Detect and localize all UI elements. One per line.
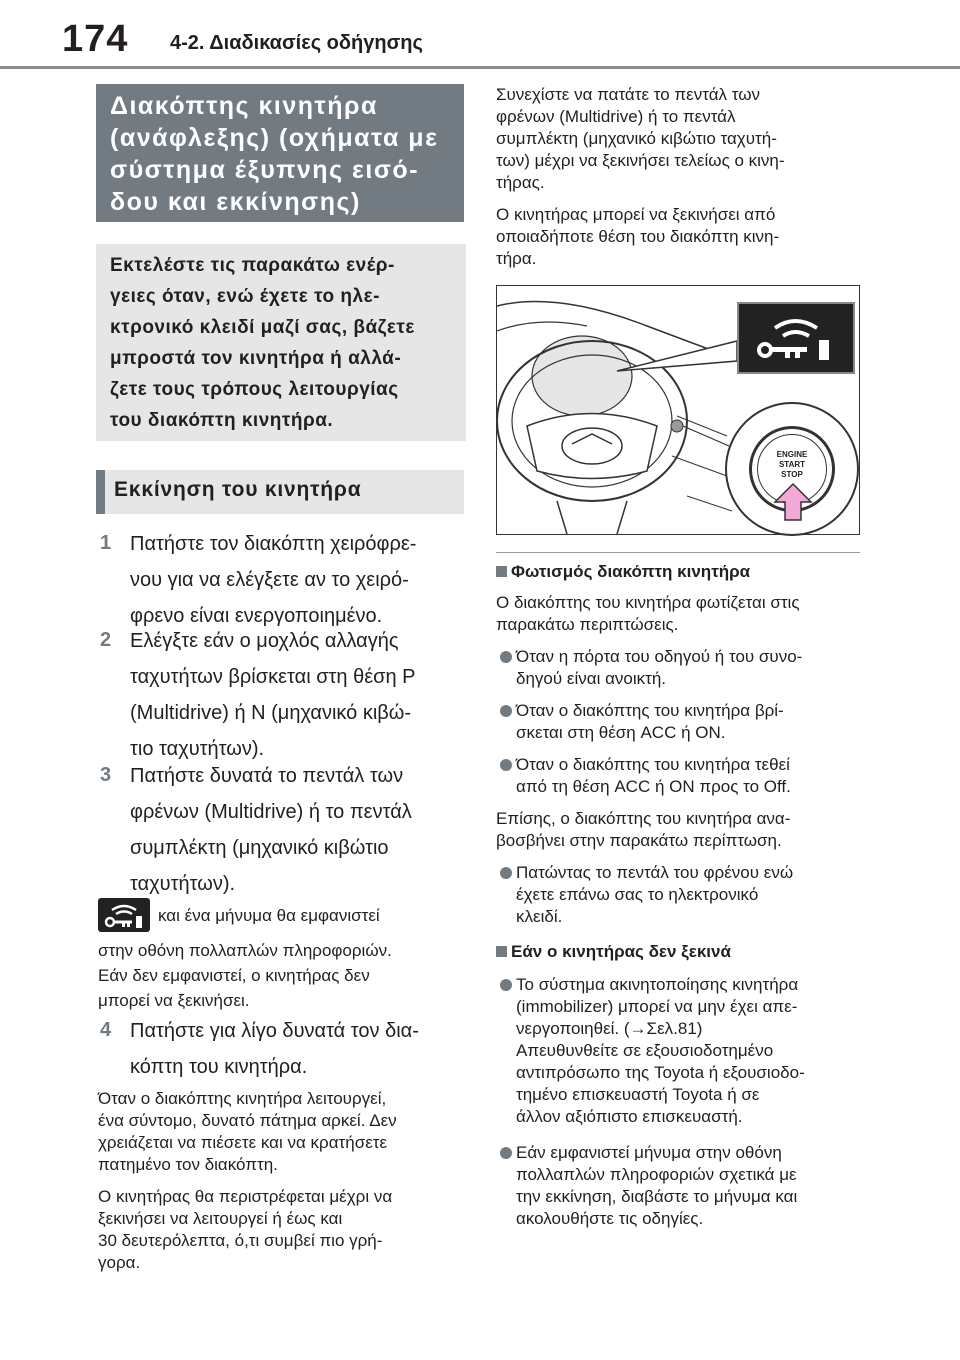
icon-note-line: στην οθόνη πολλαπλών πληροφοριών. bbox=[98, 941, 392, 960]
bullet-line: τημένο επισκευαστή Toyota ή σε bbox=[516, 1085, 760, 1104]
button-text: ENGINE bbox=[776, 450, 808, 459]
body-line: παρακάτω περιπτώσεις. bbox=[496, 615, 679, 634]
topic-title-line: δου και εκκίνησης) bbox=[110, 188, 361, 216]
body-line: τήρα. bbox=[496, 249, 537, 268]
bullet-line: άλλον αξιόπιστο επισκευαστή. bbox=[516, 1107, 743, 1126]
bullet-dot-icon bbox=[500, 867, 512, 879]
icon-note-line: μπορεί να ξεκινήσει. bbox=[98, 991, 250, 1010]
section-square-icon bbox=[496, 946, 507, 957]
section-title: 4-2. Διαδικασίες οδήγησης bbox=[170, 32, 423, 54]
body-line: Όταν ο διακόπτης κινητήρα λειτουργεί, bbox=[98, 1089, 387, 1108]
button-text: STOP bbox=[781, 470, 803, 479]
intro-line: ζετε τους τρόπους λειτουργίας bbox=[110, 379, 399, 400]
body-line: Συνεχίστε να πατάτε το πεντάλ των bbox=[496, 85, 761, 104]
step-line: συμπλέκτη (μηχανικό κιβώτιο bbox=[130, 837, 389, 859]
engine-switch-illustration bbox=[496, 285, 860, 535]
step-1 bbox=[100, 528, 470, 638]
bullet-line: νεργοποιηθεί. (→Σελ.81) bbox=[516, 1019, 703, 1038]
key-indicator-icon bbox=[98, 898, 150, 932]
step-line: Ελέγξτε εάν ο μοχλός αλλαγής bbox=[130, 630, 399, 652]
step-line: Πατήστε για λίγο δυνατά τον δια- bbox=[130, 1020, 419, 1042]
bullet-line: Πατώντας το πεντάλ του φρένου ενώ bbox=[516, 863, 794, 882]
body-line: βοσβήνει στην παρακάτω περίπτωση. bbox=[496, 831, 782, 850]
step-line: φρένων (Multidrive) ή το πεντάλ bbox=[130, 801, 412, 823]
bullet-line: Όταν ο διακόπτης του κινητήρα βρί- bbox=[516, 701, 784, 720]
key-indicator-icon bbox=[737, 302, 855, 374]
step-line: Πατήστε δυνατά το πεντάλ των bbox=[130, 765, 404, 787]
step-line: (Multidrive) ή N (μηχανικό κιβώ- bbox=[130, 702, 412, 724]
press-arrow-icon bbox=[771, 482, 815, 522]
step-line: ταχυτήτων). bbox=[130, 873, 236, 895]
bullet-line: Όταν η πόρτα του οδηγού ή του συνο- bbox=[516, 647, 803, 666]
step-number: 1 bbox=[100, 532, 112, 554]
body-line: Ο διακόπτης του κινητήρα φωτίζεται στις bbox=[496, 593, 800, 612]
body-line: 30 δευτερόλεπτα, ό,τι συμβεί πιο γρή- bbox=[98, 1231, 383, 1250]
step-line: φρενο είναι ενεργοποιημένο. bbox=[130, 605, 383, 627]
bullet-dot-icon bbox=[500, 1147, 512, 1159]
body-line: φρένων (Multidrive) ή το πεντάλ bbox=[496, 107, 736, 126]
step-line: ταχυτήτων βρίσκεται στη θέση P bbox=[130, 666, 416, 688]
step-3 bbox=[100, 760, 470, 906]
bullet-line: ακολουθήστε τις οδηγίες. bbox=[516, 1209, 704, 1228]
bullet-line: έχετε επάνω σας το ηλεκτρονικό bbox=[516, 885, 759, 904]
step-line: νου για να ελέγξετε αν το χειρό- bbox=[130, 569, 409, 591]
bullet-dot-icon bbox=[500, 759, 512, 771]
intro-line: γειες όταν, ενώ έχετε το ηλε- bbox=[110, 286, 380, 307]
body-line: Επίσης, ο διακόπτης του κινητήρα ανα- bbox=[496, 809, 791, 828]
bullet-line: δηγού είναι ανοικτή. bbox=[516, 669, 667, 688]
body-line: των) μέχρι να ξεκινήσει τελείως ο κινη- bbox=[496, 151, 785, 170]
bullet-line: πολλαπλών πληροφοριών σχετικά με bbox=[516, 1165, 797, 1184]
body-line: συμπλέκτη (μηχανικό κιβώτιο ταχυτή- bbox=[496, 129, 777, 148]
step-number: 2 bbox=[100, 629, 112, 651]
step-line: τιο ταχυτήτων). bbox=[130, 738, 265, 760]
section-heading-text: Εάν ο κινητήρας δεν ξεκινά bbox=[511, 942, 731, 961]
subheading-box bbox=[96, 470, 464, 514]
bullet-line: κλειδί. bbox=[516, 907, 563, 926]
body-line: οποιαδήποτε θέση του διακόπτη κινη- bbox=[496, 227, 780, 246]
bullet-line: αντιπρόσωπο της Toyota ή εξουσιοδο- bbox=[516, 1063, 805, 1082]
start-button-zoom bbox=[725, 402, 859, 536]
bullet-line: από τη θέση ACC ή ON προς το Off. bbox=[516, 777, 791, 796]
icon-note-line: Εάν δεν εμφανιστεί, ο κινητήρας δεν bbox=[98, 966, 370, 985]
body-line: χρειάζεται να πιέσετε και να κρατήσετε bbox=[98, 1133, 388, 1152]
topic-title-line: (ανάφλεξης) (οχήματα με bbox=[110, 124, 439, 152]
bullet-line: Απευθυνθείτε σε εξουσιοδοτημένο bbox=[516, 1041, 774, 1060]
section-heading bbox=[496, 562, 750, 582]
step-4 bbox=[100, 1015, 470, 1089]
bullet-line: (immobilizer) μπορεί να μην έχει απε- bbox=[516, 997, 798, 1016]
body-line: Ο κινητήρας θα περιστρέφεται μέχρι να bbox=[98, 1187, 393, 1206]
step-number: 3 bbox=[100, 764, 112, 786]
body-line: Ο κινητήρας μπορεί να ξεκινήσει από bbox=[496, 205, 776, 224]
column-divider bbox=[496, 552, 860, 553]
body-line: ένα σύντομο, δυνατό πάτημα αρκεί. Δεν bbox=[98, 1111, 397, 1130]
intro-line: μπροστά τον κινητήρα ή αλλά- bbox=[110, 348, 402, 369]
section-heading-text: Φωτισμός διακόπτη κινητήρα bbox=[511, 562, 751, 581]
bullet-line: την εκκίνηση, διαβάστε το μήνυμα και bbox=[516, 1187, 798, 1206]
section-heading bbox=[496, 942, 731, 962]
intro-box bbox=[96, 244, 466, 441]
section-square-icon bbox=[496, 566, 507, 577]
step-number: 4 bbox=[100, 1019, 112, 1041]
bullet-line: Όταν ο διακόπτης του κινητήρα τεθεί bbox=[516, 755, 790, 774]
topic-title-line: Διακόπτης κινητήρα bbox=[110, 92, 378, 120]
bullet-line: Το σύστημα ακινητοποίησης κινητήρα bbox=[516, 975, 799, 994]
bullet-line: Εάν εμφανιστεί μήνυμα στην οθόνη bbox=[516, 1143, 782, 1162]
step-line: κόπτη του κινητήρα. bbox=[130, 1056, 308, 1078]
body-line: τήρας. bbox=[496, 173, 545, 192]
topic-title-box bbox=[96, 84, 464, 222]
body-line: πατημένο τον διακόπτη. bbox=[98, 1155, 278, 1174]
topic-title-line: σύστημα έξυπνης εισό- bbox=[110, 156, 420, 184]
icon-note-line: και ένα μήνυμα θα εμφανιστεί bbox=[158, 906, 380, 925]
bullet-dot-icon bbox=[500, 979, 512, 991]
subheading-bar bbox=[96, 470, 105, 514]
body-line: ξεκινήσει να λειτουργεί ή έως και bbox=[98, 1209, 343, 1228]
page-number: 174 bbox=[62, 18, 129, 60]
step-2 bbox=[100, 625, 470, 771]
subheading: Εκκίνηση του κινητήρα bbox=[114, 478, 362, 501]
bullet-dot-icon bbox=[500, 651, 512, 663]
start-button-label bbox=[757, 450, 827, 480]
bullet-dot-icon bbox=[500, 705, 512, 717]
button-text: START bbox=[778, 460, 806, 469]
intro-line: κτρονικό κλειδί μαζί σας, βάζετε bbox=[110, 317, 415, 338]
body-line: γορα. bbox=[98, 1253, 141, 1272]
step-line: Πατήστε τον διακόπτη χειρόφρε- bbox=[130, 533, 417, 555]
intro-line: Εκτελέστε τις παρακάτω ενέρ- bbox=[110, 255, 395, 276]
bullet-line: σκεται στη θέση ACC ή ON. bbox=[516, 723, 726, 742]
header-divider bbox=[0, 66, 960, 69]
intro-line: του διακόπτη κινητήρα. bbox=[110, 410, 334, 431]
